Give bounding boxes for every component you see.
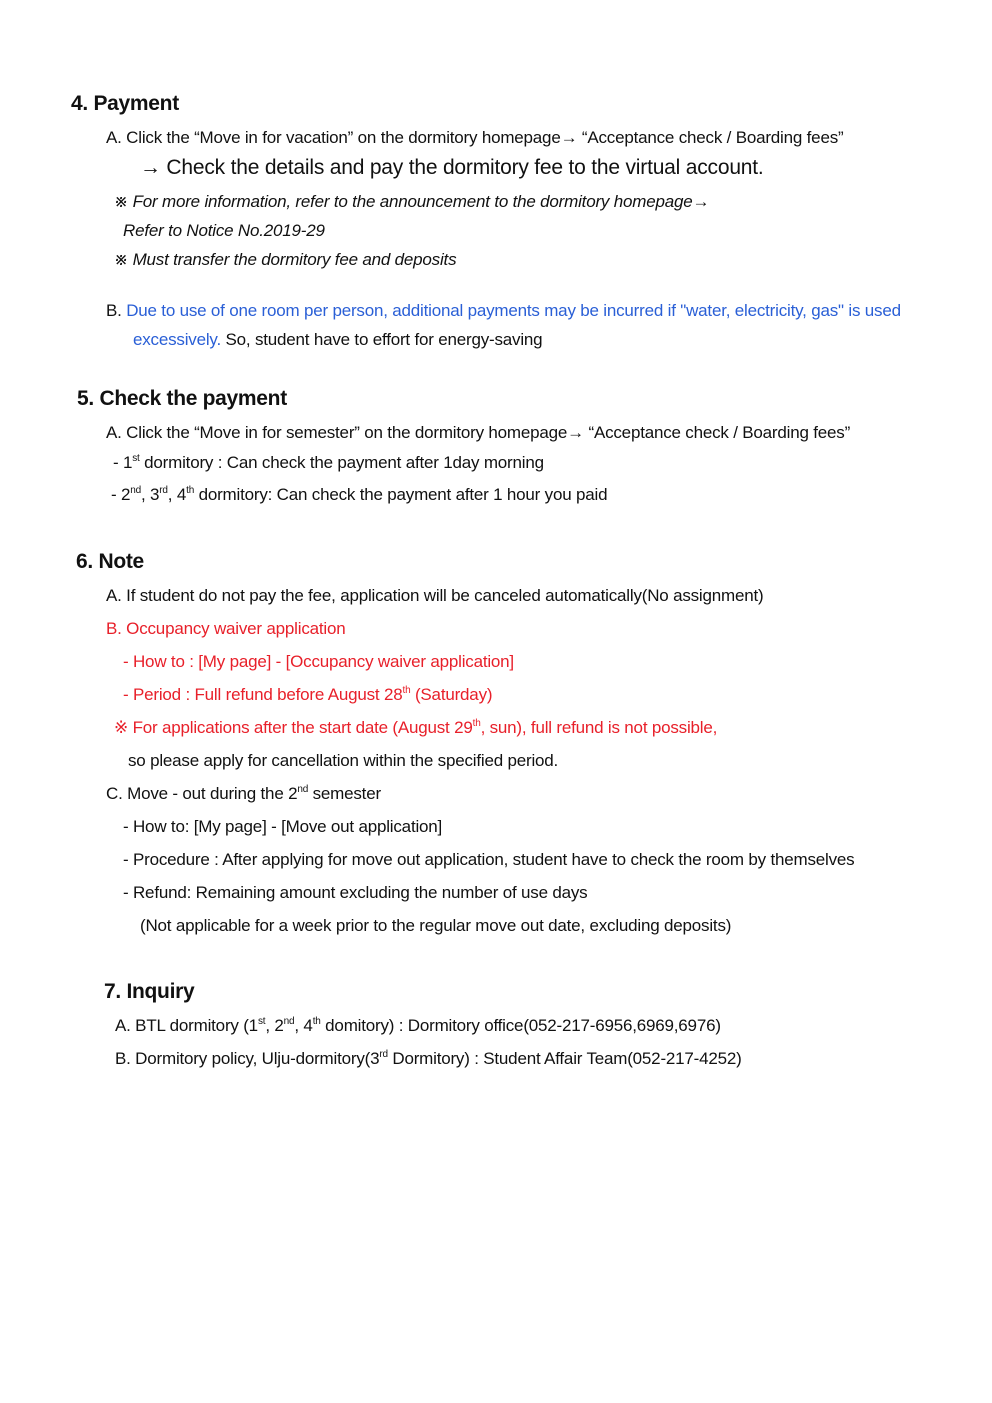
text: , 2: [265, 1016, 284, 1035]
section-heading-note: 6. Note: [76, 550, 144, 573]
text: , 4: [294, 1016, 313, 1035]
text: dormitory : Can check the payment after 1day morning: [139, 453, 544, 472]
note-item-b-refund-warning: [114, 718, 717, 738]
ordinal-suffix: nd: [297, 784, 309, 795]
payment-step-b: [106, 301, 901, 321]
section-heading-check-payment: 5. Check the payment: [77, 387, 287, 410]
text: - Period : Full refund before August 28: [123, 685, 403, 704]
ordinal-suffix: th: [186, 485, 195, 496]
note-item-b: B. Occupancy waiver application: [106, 619, 346, 638]
ordinal-suffix: nd: [283, 1016, 295, 1027]
note-item-c-how-to: - How to: [My page] - [Move out application]: [123, 817, 443, 836]
text: A. BTL dormitory (1: [115, 1016, 258, 1035]
text: - 2: [111, 485, 131, 504]
check-payment-other-dorms: [111, 485, 607, 505]
ordinal-suffix: th: [472, 718, 481, 729]
text: (Saturday): [410, 685, 493, 704]
ordinal-suffix: th: [312, 1016, 321, 1027]
text: , 4: [167, 485, 187, 504]
note-item-c-refund-exception: (Not applicable for a week prior to the regular move out date, excluding deposits): [140, 916, 732, 935]
ordinal-suffix: rd: [379, 1049, 388, 1060]
payment-step-b-warning: Due to use of one room per person, additional payments may be incurred if "water, electricity, gas" is used: [126, 301, 901, 320]
text: semester: [308, 784, 381, 803]
payment-step-b-continued: [133, 330, 542, 350]
text: ※ For applications after the start date (August 29: [114, 718, 473, 737]
check-payment-first-dorm: [113, 453, 544, 473]
section-heading-inquiry: 7. Inquiry: [104, 980, 195, 1003]
ordinal-suffix: th: [402, 685, 411, 696]
payment-note-notice-number: Refer to Notice No.2019-29: [123, 221, 325, 240]
text: C. Move - out during the 2: [106, 784, 298, 803]
payment-step-b-prefix: B.: [106, 301, 127, 320]
note-item-c-procedure: - Procedure : After applying for move out application, student have to check the room by themselves: [123, 850, 855, 869]
payment-step-b-warning-end: excessively.: [133, 330, 221, 349]
text: , 3: [140, 485, 160, 504]
text: Dormitory) : Student Affair Team(052-217-4252): [387, 1049, 742, 1068]
payment-note-must-transfer: ※ Must transfer the dormitory fee and deposits: [114, 250, 457, 269]
text: dormitory: Can check the payment after 1 hour you paid: [194, 485, 608, 504]
section-heading-payment: 4. Payment: [71, 92, 179, 115]
inquiry-item-a: [115, 1016, 721, 1036]
check-payment-step-a: A. Click the “Move in for semester” on the dormitory homepage→ “Acceptance check / Boarding fees”: [106, 423, 851, 442]
payment-note-info: ※ For more information, refer to the announcement to the dormitory homepage→: [114, 192, 710, 211]
text: , sun), full refund is not possible,: [480, 718, 718, 737]
note-item-a: A. If student do not pay the fee, application will be canceled automatically(No assignment): [106, 586, 764, 605]
ordinal-suffix: st: [257, 1016, 266, 1027]
note-item-b-how-to: - How to : [My page] - [Occupancy waiver application]: [123, 652, 514, 671]
text: - 1: [113, 453, 133, 472]
note-item-c-refund: - Refund: Remaining amount excluding the number of use days: [123, 883, 588, 902]
payment-step-a-continued: → Check the details and pay the dormitory fee to the virtual account.: [140, 156, 764, 179]
note-item-b-refund-warning-continued: so please apply for cancellation within the specified period.: [128, 751, 559, 770]
payment-step-b-energy-note: So, student have to effort for energy-saving: [220, 330, 543, 349]
ordinal-suffix: rd: [159, 485, 168, 496]
inquiry-item-b: [115, 1049, 742, 1069]
note-item-b-period: [123, 685, 492, 705]
ordinal-suffix: nd: [130, 485, 141, 496]
text: domitory) : Dormitory office(052-217-6956,6969,6976): [320, 1016, 721, 1035]
payment-step-a: A. Click the “Move in for vacation” on the dormitory homepage→ “Acceptance check / Boarding fees”: [106, 128, 844, 147]
note-item-c: [106, 784, 381, 804]
text: B. Dormitory policy, Ulju-dormitory(3: [115, 1049, 380, 1068]
ordinal-suffix: st: [132, 453, 140, 464]
